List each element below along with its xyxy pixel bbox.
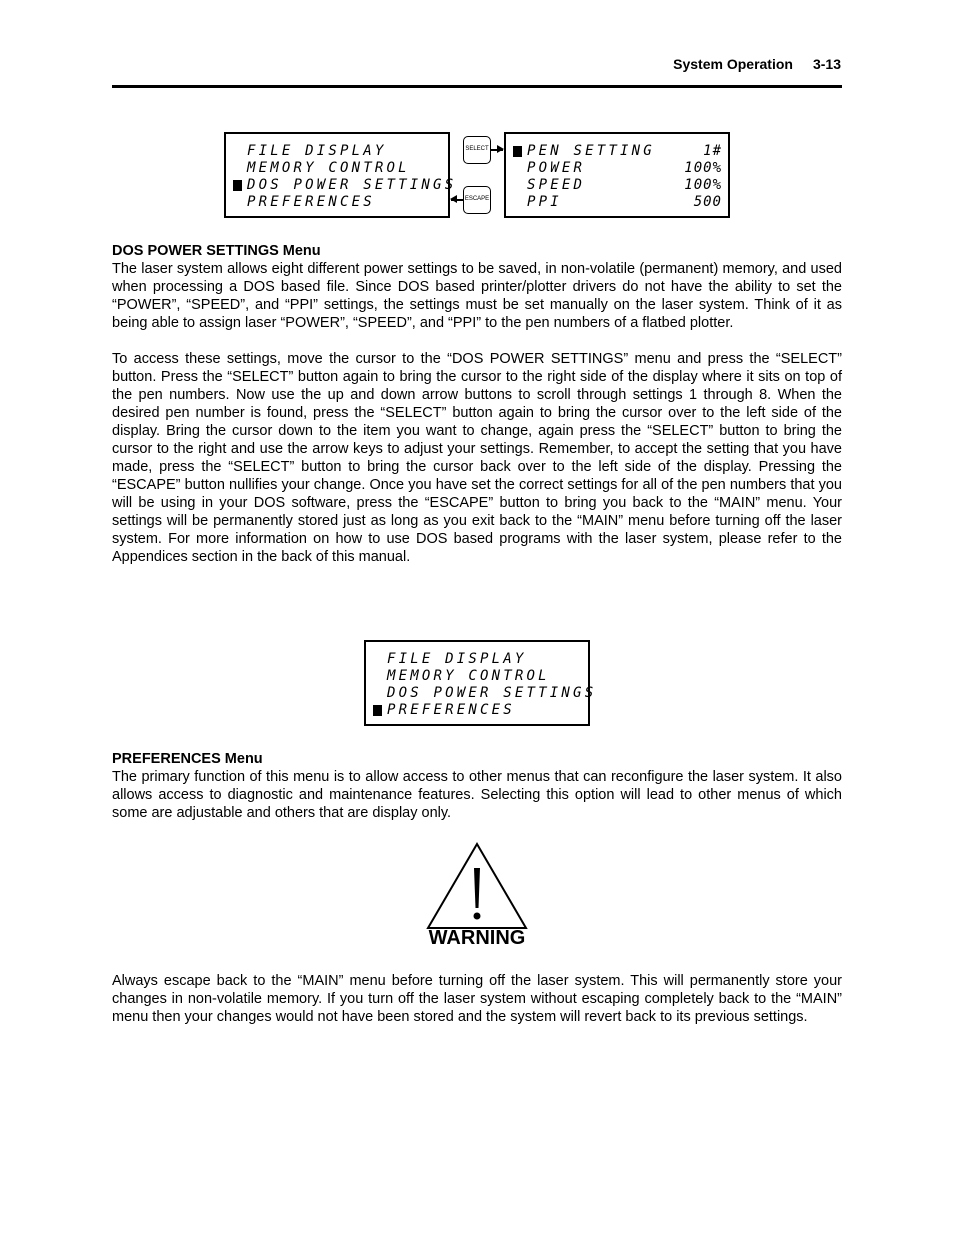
- warning-triangle-icon: [424, 842, 530, 930]
- lcd-preferences-panel: [364, 640, 597, 726]
- escape-button[interactable]: ESCAPE: [463, 186, 491, 214]
- lcd-setting-row-selected: PEN SETTING 1#: [527, 143, 722, 160]
- section-heading: PREFERENCES Menu: [112, 751, 263, 767]
- lcd-menu-item: MEMORY CONTROL: [247, 160, 410, 176]
- cursor-block-icon: [233, 180, 242, 191]
- lcd-pen-settings-panel: [504, 132, 730, 218]
- lcd-menu-item: PREFERENCES: [247, 194, 375, 210]
- lcd-menu-item-selected: PREFERENCES: [387, 702, 588, 719]
- paragraph: The laser system allows eight different power settings to be saved, in non-volatile (permanent) memory, and used when processing a DOS based file. Since DOS based printer/plotter drivers do not have the ability to set the “POWER”, “SPEED”, and “PPI” settings, the settings must be set manually on the laser system. Think of it as being able to assign laser “POWER”, “SPEED”, and “PPI” to the pen numbers of a flatbed plotter.: [112, 261, 842, 331]
- dos-power-settings-section: [112, 242, 842, 566]
- paragraph: The primary function of this menu is to allow access to other menus that can reconfigure the laser system. It also allows access to diagnostic and maintenance features. Selecting this option will lead to other menus of which some are adjustable and others that are display only.: [112, 769, 842, 821]
- arrow-right-icon: [491, 149, 503, 151]
- preferences-section: [112, 750, 842, 822]
- page-number: 3-13: [812, 56, 841, 72]
- lcd-setting-row: PPI 500: [527, 194, 722, 210]
- cursor-block-icon: [373, 705, 382, 716]
- lcd-menu-item-selected: DOS POWER SETTINGS: [247, 177, 448, 194]
- lcd-menu-item: FILE DISPLAY: [247, 143, 387, 159]
- select-button[interactable]: SELECT: [463, 136, 491, 164]
- warning-paragraph: Always escape back to the “MAIN” menu before turning off the laser system. This will permanently store your changes in non-volatile memory. If you turn off the laser system without escaping completely back to the “MAIN” menu then your changes would not have been stored and the system will revert back to its previous settings.: [112, 973, 842, 1025]
- section-name: System Operation: [673, 56, 793, 72]
- warning-section: [112, 972, 842, 1026]
- lcd-main-menu-panel: [224, 132, 457, 218]
- cursor-block-icon: [513, 146, 522, 157]
- page-header: [112, 56, 841, 72]
- lcd-menu-item: DOS POWER SETTINGS: [387, 685, 597, 701]
- lcd-menu-item: MEMORY CONTROL: [387, 668, 550, 684]
- warning-label: WARNING: [428, 927, 526, 949]
- arrow-left-icon: [451, 199, 463, 201]
- lcd-setting-row: SPEED 100%: [527, 177, 722, 193]
- section-heading: DOS POWER SETTINGS Menu: [112, 243, 321, 259]
- lcd-menu-item: FILE DISPLAY: [387, 651, 527, 667]
- paragraph: To access these settings, move the cursor to the “DOS POWER SETTINGS” menu and press the “SELECT” button. Press the “SELECT” button again to bring the cursor to the right side of the display where it sits on top of the pen numbers. Now use the up and down arrow buttons to scroll through settings 1 through 8. When the desired pen number is found, press the “SELECT” button again to bring the cursor over to the left side of the display. Bring the cursor down to the item you want to change, again press the “SELECT” button to bring the cursor to the right and use the arrow keys to adjust your settings. Remember, to accept the setting that you have made, press the “SELECT” button to bring the cursor back over to the left side of the display. Pressing the “ESCAPE” button nullifies your change. Once you have set the correct settings for all of the pen numbers that you will be using in your DOS software, press the “ESCAPE” button to bring you back to the “MAIN” menu. Your settings will be permanently stored just as long as you exit back to the “MAIN” menu before turning off the laser system. For more information on how to use DOS based programs with the laser system, please refer to the Appendices section in the back of this manual.: [112, 351, 842, 565]
- lcd-setting-row: POWER 100%: [527, 160, 722, 176]
- header-rule: [112, 85, 842, 88]
- warning-sign: [424, 842, 530, 952]
